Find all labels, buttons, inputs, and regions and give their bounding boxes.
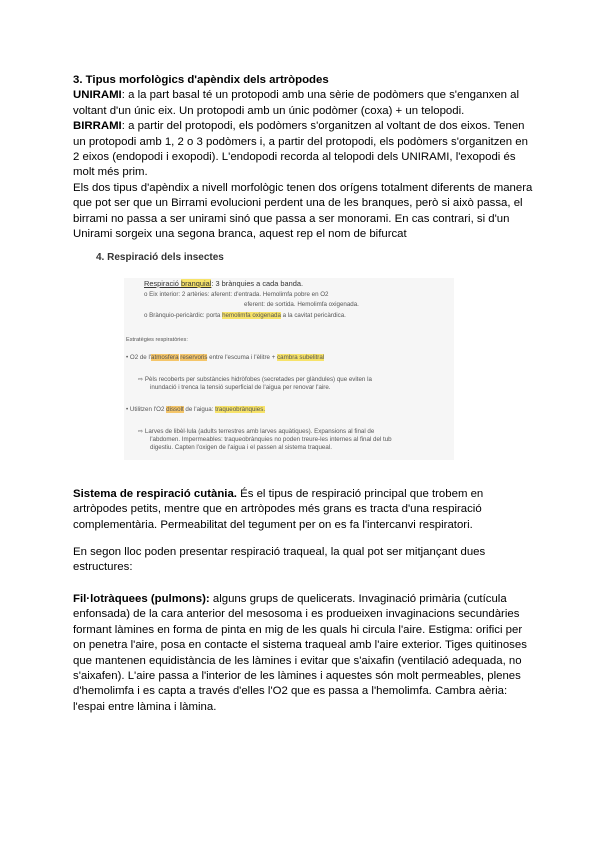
note-line: inundació i trenca la tensió superficial de l'aigua per renovar l'aire. — [150, 384, 331, 391]
note-line: • Utilitzen l'O2 dissolt de l'aigua: traqueobrànquies. — [126, 406, 266, 413]
section-traqueal — [73, 545, 533, 576]
unirami-text: : a la part basal té un protopodi amb una sèrie de podòmers que s'enganxen al voltant d'un únic eix. Un protopodi amb un únic podòmer (coxa) + un telopodi. — [73, 89, 520, 117]
section-apendix — [73, 73, 533, 242]
note-line: digestiu. Capten l'oxigen de l'aigua i el passen al sistema traqueal. — [150, 444, 332, 451]
section-cutania — [73, 487, 533, 533]
note-line: l'abdomen. Impermeables: traqueobrànquies no poden treure-les internes al final del tub — [150, 436, 392, 443]
embedded-title: 4. Respiració dels insectes — [96, 252, 224, 263]
section-heading: 3. Tipus morfològics d'apèndix dels artròpodes — [73, 74, 329, 86]
embedded-notes-image — [96, 252, 456, 462]
note-line: ⇨ Pèls recoberts per substàncies hidròfobes (secretades per glàndules) que eviten la — [138, 376, 372, 383]
traqueal-paragraph: En segon lloc poden presentar respiració traqueal, la qual pot ser mitjançant dues estructures: — [73, 546, 486, 574]
note-line: Estratègies respiratòries: — [126, 337, 188, 343]
unirami-paragraph — [73, 88, 533, 119]
unirami-term: UNIRAMI — [73, 89, 122, 102]
embedded-notes-box — [124, 278, 454, 460]
cutania-term: Sistema de respiració cutània. — [73, 488, 237, 500]
birrami-term: BIRRAMI — [73, 120, 122, 133]
birrami-text: : a partir del protopodi, els podòmers s'organitzen al voltant de dos eixos. Tenen un protopodi amb 1, 2 o 3 podòmers i, a partir del protopodi, els podòmers s'organitzen en 2 eixos (endopodi i exopodi). L'endopodi recorda al telopodi dels UNIRAMI, l'exopodi és molt més prim. — [73, 120, 528, 179]
note-line: o Brànquio-pericàrdic: porta hemolimfa oxigenada a la cavitat pericàrdica. — [144, 312, 346, 319]
filotraquees-term: Fil·lotràquees (pulmons): — [73, 593, 210, 605]
note-line: • O2 de l'atmosfera reservoris entre l'escuma i l'èlitre + cambra subelitral — [126, 354, 325, 361]
note-line: Respiració branquial: 3 brànquies a cada banda. — [144, 279, 304, 288]
section-filotraquees — [73, 592, 533, 715]
birrami-paragraph — [73, 119, 533, 181]
cutania-paragraph — [73, 487, 533, 533]
note-line: o Eix interior: 2 artèries: aferent: d'entrada. Hemolimfa pobre en O2 — [144, 291, 329, 298]
note-line: eferent: de sortida. Hemolimfa oxigenada. — [244, 301, 359, 308]
filotraquees-text: alguns grups de quelicerats. Invaginació primària (cutícula enfonsada) de la cara anterior del mesosoma i es produeixen invaginacions secundàries formant làmines en forma de pinta en mig de les quals hi circula l'aire. Estigma: orifici per on penetra l'aire, posa en contacte el sistema traqueal amb l'aire exterior. Tiges quitinoses que mantenen equidistància de les làmines i evitar que s'aixafin (ventilació adequada, no s'aixafen). L'aire passa a l'interior de les làmines i aquestes són molt permeables, plenes d'hemolimfa i es capta a través d'elles l'O2 que es passa a l'hemolimfa. Cambra aèria: l'espai entre làmina i làmina. — [73, 593, 527, 713]
comparison-paragraph: Els dos tipus d'apèndix a nivell morfològic tenen dos orígens totalment diferents de manera que pot ser que un Birrami evolucioni perdent una de les branques, però si això passa, el birrami no passa a ser unirami sinó que passa a ser monorami. En cas contrari, si d'un Unirami sorgeix una segona branca, aquest rep el nom de bifurcat — [73, 181, 533, 241]
cutania-text: És el tipus de respiració principal que trobem en artròpodes petits, mentre que en artròpodes més grans es tracta d'una respiració complementària. Permeabilitat del tegument per on es fa l'intercanvi respiratori. — [73, 488, 484, 531]
note-line: ⇨ Larves de libèl·lula (adults terrestres amb larves aquàtiques). Expansions al final de — [138, 428, 375, 435]
filotraquees-paragraph — [73, 592, 533, 715]
